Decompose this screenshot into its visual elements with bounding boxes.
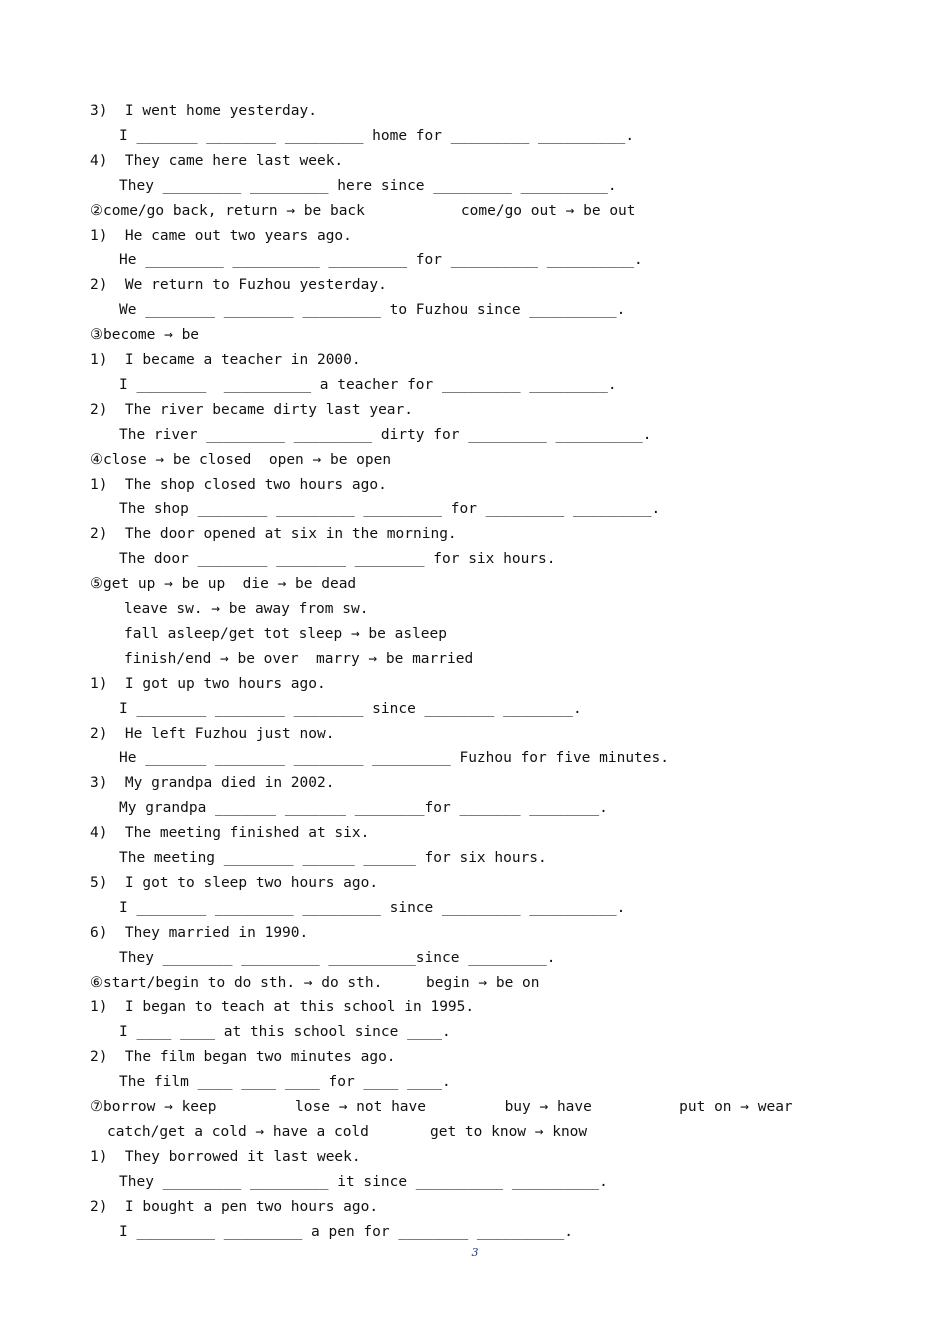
text-line: I ________ _________ _________ since _________ __________. [119,899,626,916]
text-line: catch/get a cold → have a cold get to know → know [107,1123,588,1140]
text-line: The door ________ ________ ________ for six hours. [119,551,556,568]
text-line: My grandpa _______ _______ ________for _______ ________. [119,800,608,817]
text-line: 1) I began to teach at this school in 1995. [90,999,475,1016]
text-line: ⑥start/begin to do sth. → do sth. begin → be on [90,974,540,991]
text-line: I ________ ________ ________ since ________ ________. [119,700,582,717]
text-line: He _______ ________ ________ _________ Fuzhou for five minutes. [119,750,669,767]
text-line: 1) He came out two years ago. [90,227,352,244]
page-number: 3 [471,1246,479,1259]
text-line: 1) I became a teacher in 2000. [90,352,361,368]
text-line: They ________ _________ __________since _________. [119,949,556,966]
text-line: The shop ________ _________ _________ for _________ _________. [119,501,661,518]
text-line: I _________ _________ a pen for ________ __________. [119,1223,573,1240]
text-line: 2) The film began two minutes ago. [90,1049,396,1066]
text-line: 1) They borrowed it last week. [90,1148,361,1165]
text-line: 2) We return to Fuzhou yesterday. [90,277,387,294]
text-line: 1) I got up two hours ago. [90,675,326,692]
text-line: 2) He left Fuzhou just now. [90,725,335,742]
text-line: 2) The door opened at six in the morning. [90,526,457,543]
text-line: He _________ __________ _________ for __________ __________. [119,252,643,269]
text-line: ②come/go back, return → be back come/go out → be out [90,202,636,219]
text-line: 2) The river became dirty last year. [90,401,414,418]
text-line: We ________ ________ _________ to Fuzhou since __________. [119,302,626,319]
text-line: The film ____ ____ ____ for ____ ____. [119,1074,451,1091]
text-line: finish/end → be over marry → be married [124,650,474,667]
text-line: 4) The meeting finished at six. [90,825,370,842]
text-line: 2) I bought a pen two hours ago. [90,1198,379,1215]
text-line: The river _________ _________ dirty for _________ __________. [119,426,652,443]
text-line: The meeting ________ ______ ______ for six hours. [119,850,547,866]
text-line: ④close → be closed open → be open [90,451,392,468]
text-line: They _________ _________ here since _________ __________. [119,177,617,194]
text-line: leave sw. → be away from sw. [124,601,369,617]
text-line: I ________ __________ a teacher for _________ _________. [119,376,617,393]
text-line: ③become → be [90,327,200,344]
text-line: 6) They married in 1990. [90,924,309,941]
text-line: fall asleep/get tot sleep → be asleep [124,625,448,642]
text-line: 3) My grandpa died in 2002. [90,775,335,792]
text-line: They _________ _________ it since __________ __________. [119,1173,608,1190]
text-line: 1) The shop closed two hours ago. [90,476,387,493]
text-line: 5) I got to sleep two hours ago. [90,874,379,891]
text-line: 4) They came here last week. [90,152,344,169]
text-line: ⑤get up → be up die → be dead [90,576,357,593]
text-line: I _______ ________ _________ home for _________ __________. [119,127,635,144]
text-line: 3) I went home yesterday. [90,103,317,119]
text-line: ⑦borrow → keep lose → not have buy → have put on → wear [90,1099,793,1115]
text-line: I ____ ____ at this school since ____. [119,1024,451,1041]
